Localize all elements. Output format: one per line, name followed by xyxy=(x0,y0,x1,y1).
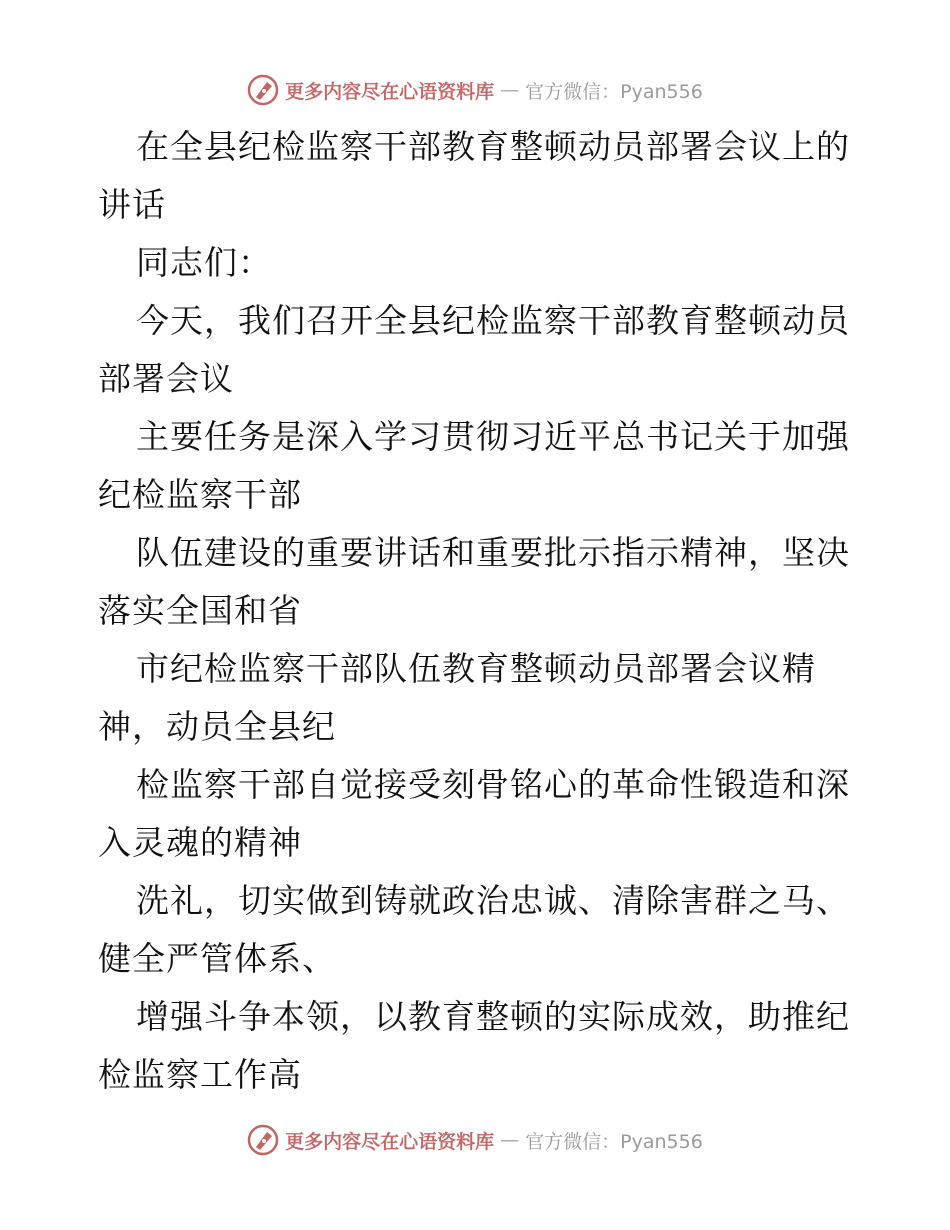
pen-nib-logo-icon xyxy=(247,1124,279,1156)
document-body xyxy=(98,118,858,1104)
paragraph-line: 主要任务是深入学习贯彻习近平总书记关于加强 xyxy=(136,417,850,456)
paragraph-line: 检监察干部自觉接受刻骨铭心的革命性锻造和深 xyxy=(136,765,850,804)
paragraph-line: 部署会议 xyxy=(98,359,234,398)
title-line-2: 讲话 xyxy=(98,185,166,224)
paragraph-line: 增强斗争本领，以教育整顿的实际成效，助推纪 xyxy=(136,997,850,1036)
banner-site-name: 更多内容尽在心语资料库 xyxy=(285,1130,495,1153)
paragraph-line: 检监察工作高 xyxy=(98,1055,302,1094)
paragraph-line: 入灵魂的精神 xyxy=(98,823,302,862)
pen-nib-logo-icon xyxy=(247,74,279,106)
banner-site-name: 更多内容尽在心语资料库 xyxy=(285,80,495,103)
banner-wechat-id: 官方微信：Pyan556 xyxy=(525,80,703,103)
salutation: 同志们： xyxy=(136,243,272,282)
paragraph-line: 洗礼，切实做到铸就政治忠诚、清除害群之马、 xyxy=(136,881,850,920)
banner-dash: — xyxy=(500,79,520,101)
paragraph-line: 市纪检监察干部队伍教育整顿动员部署会议精 xyxy=(136,649,816,688)
paragraph-line: 纪检监察干部 xyxy=(98,475,302,514)
paragraph-line: 落实全国和省 xyxy=(98,591,302,630)
paragraph-line: 神，动员全县纪 xyxy=(98,707,336,746)
banner-dash: — xyxy=(500,1129,520,1151)
banner-wechat-id: 官方微信：Pyan556 xyxy=(525,1130,703,1153)
title-line-1: 在全县纪检监察干部教育整顿动员部署会议上的 xyxy=(136,127,850,166)
paragraph-line: 队伍建设的重要讲话和重要批示指示精神，坚决 xyxy=(136,533,850,572)
footer-watermark-banner xyxy=(0,1120,950,1160)
header-watermark-banner xyxy=(0,70,950,110)
paragraph-line: 今天，我们召开全县纪检监察干部教育整顿动员 xyxy=(136,301,850,340)
paragraph-line: 健全严管体系、 xyxy=(98,939,336,978)
